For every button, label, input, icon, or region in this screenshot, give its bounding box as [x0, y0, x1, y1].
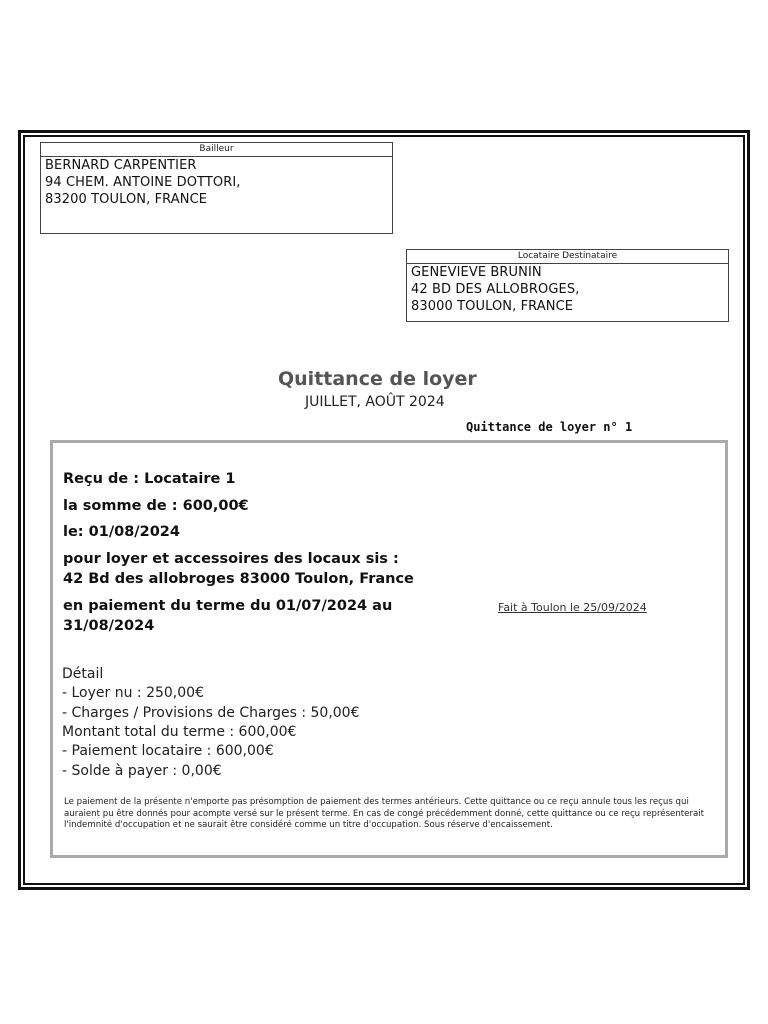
landlord-name: BERNARD CARPENTIER	[45, 158, 197, 173]
signed-at: Fait à Toulon le 25/09/2024	[498, 601, 647, 614]
detail-line: - Paiement locataire : 600,00€	[62, 743, 274, 759]
detail-line: - Loyer nu : 250,00€	[62, 685, 204, 701]
tenant-address-line1: 42 BD DES ALLOBROGES,	[411, 282, 580, 297]
legal-notice: Le paiement de la présente n'emporte pas présomption de paiement des termes antérieurs. Cette quittance ou ce reçu annule tous les reçus qui auraient pu être donnés pour acompte versé sur le présent terme. En cas de congé précédemment donné, cette quittance ou ce reçu représenterait l'indemnité d'occupation et ne saurait être considéré comme un titre d'occupation. Sous réserve d'encaissement.	[64, 797, 705, 830]
document-period: JUILLET, AOÛT 2024	[305, 394, 445, 410]
purpose-line2: 42 Bd des allobroges 83000 Toulon, France	[63, 571, 414, 587]
document-title: Quittance de loyer	[278, 368, 477, 390]
payment-date: le: 01/08/2024	[63, 524, 180, 540]
landlord-label: Bailleur	[41, 143, 392, 157]
amount: la somme de : 600,00€	[63, 498, 249, 514]
landlord-address-line2: 83200 TOULON, FRANCE	[45, 192, 208, 207]
purpose-line1: pour loyer et accessoires des locaux sis :	[63, 551, 399, 567]
landlord-address-line1: 94 CHEM. ANTOINE DOTTORI,	[45, 175, 241, 190]
landlord-box	[40, 142, 393, 234]
tenant-box	[406, 249, 729, 322]
term-line1: en paiement du terme du 01/07/2024 au	[63, 598, 393, 614]
term-line2: 31/08/2024	[63, 618, 155, 634]
tenant-address-line2: 83000 TOULON, FRANCE	[411, 299, 574, 314]
detail-line: - Solde à payer : 0,00€	[62, 763, 222, 779]
tenant-name: GENEVIEVE BRUNIN	[411, 265, 542, 280]
tenant-label: Locataire Destinataire	[407, 250, 728, 264]
receipt-number: Quittance de loyer n° 1	[466, 420, 633, 434]
detail-line: Montant total du terme : 600,00€	[62, 724, 297, 740]
received-from: Reçu de : Locataire 1	[63, 471, 236, 487]
detail-heading: Détail	[62, 666, 104, 682]
detail-line: - Charges / Provisions de Charges : 50,00€	[62, 705, 360, 721]
